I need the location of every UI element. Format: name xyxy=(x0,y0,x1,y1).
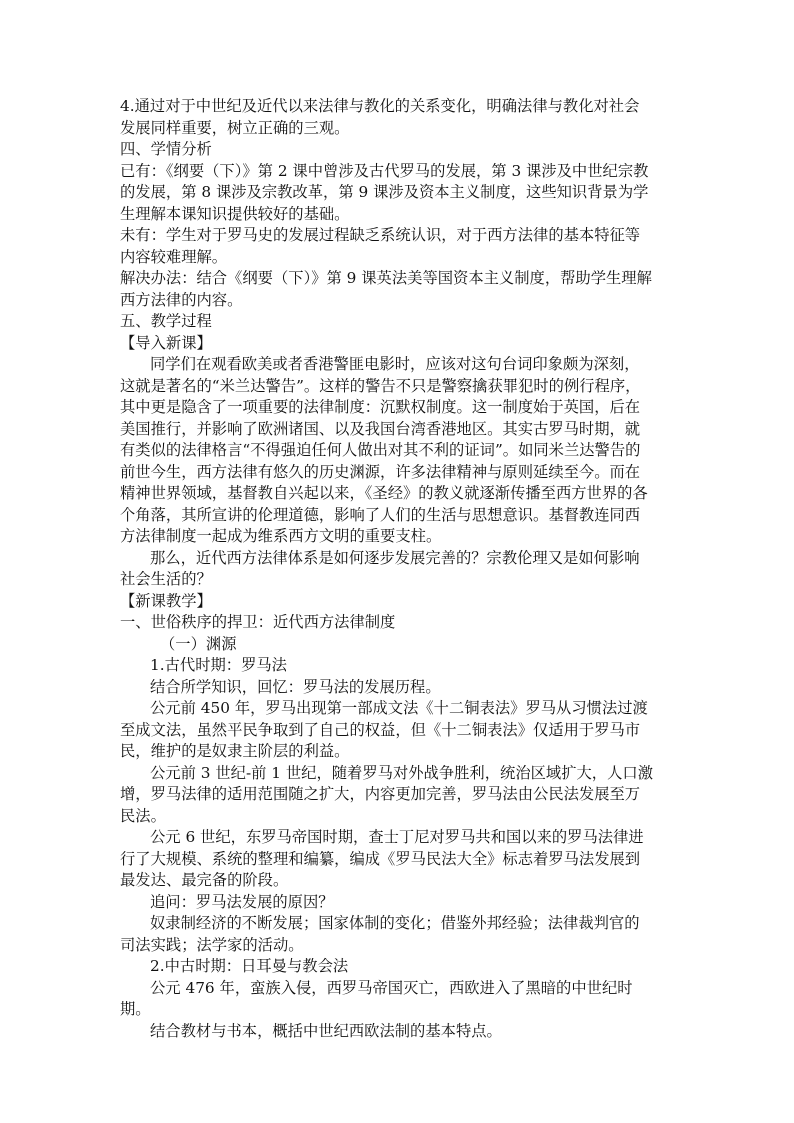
text-line: 已有：《纲要（下）》第 2 课中曾涉及古代罗马的发展，第 3 课涉及中世纪宗教 xyxy=(120,161,649,180)
text-line: 有类似的法律格言“不得强迫任何人做出对其不利的证词”。如同米兰达警告的 xyxy=(120,441,641,459)
text-line: 1.古代时期：罗马法 xyxy=(150,656,287,674)
text-line: 个角落，其所宣讲的伦理道德，影响了人们的生活与思想意识。基督教连同西 xyxy=(120,505,641,524)
text-line: 公元 6 世纪，东罗马帝国时期，查士丁尼对罗马共和国以来的罗马法律进 xyxy=(150,828,644,846)
text-line: 奴隶制经济的不断发展；国家体制的变化；借鉴外邦经验；法律裁判官的 xyxy=(150,914,640,932)
text-line: 那么，近代西方法律体系是如何逐步发展完善的？宗教伦理又是如何影响 xyxy=(150,548,640,567)
text-line: 解决办法：结合《纲要（下）》第 9 课英法美等国资本主义制度，帮助学生理解 xyxy=(120,269,652,287)
text-line: 至成文法，虽然平民争取到了自己的权益，但《十二铜表法》仅适用于罗马市 xyxy=(120,720,641,739)
text-line: 2.中古时期：日耳曼与教会法 xyxy=(150,957,349,975)
text-line: 追问：罗马法发展的原因？ xyxy=(150,892,334,911)
text-line: 发展同样重要，树立正确的三观。 xyxy=(120,118,350,137)
text-line: 的发展，第 8 课涉及宗教改革，第 9 课涉及资本主义制度，这些知识背景为学 xyxy=(120,183,649,201)
text-line: （一）渊源 xyxy=(160,634,237,653)
text-line: 内容较难理解。 xyxy=(120,247,228,266)
text-line: 美国推行，并影响了欧洲诸国、以及我国台湾香港地区。其实古罗马时期，就 xyxy=(120,419,641,438)
text-line: 【新课教学】 xyxy=(120,591,212,610)
text-line: 民，维护的是奴隶主阶层的利益。 xyxy=(120,742,350,760)
text-line: 未有：学生对于罗马史的发展过程缺乏系统认识，对于西方法律的基本特征等 xyxy=(120,226,641,244)
text-line: 民法。 xyxy=(120,806,166,825)
text-line: 生理解本课知识提供较好的基础。 xyxy=(120,204,350,223)
text-line: 公元前 450 年，罗马出现第一部成文法《十二铜表法》罗马从习惯法过渡 xyxy=(150,699,648,717)
text-line: 公元 476 年，蛮族入侵，西罗马帝国灭亡，西欧进入了黑暗的中世纪时 xyxy=(150,978,633,997)
text-line: 司法实践；法学家的活动。 xyxy=(120,935,304,954)
text-line: 社会生活的？ xyxy=(120,570,212,588)
text-line: 四、学情分析 xyxy=(120,140,212,158)
text-line: 结合所学知识，回忆：罗马法的发展历程。 xyxy=(150,677,441,696)
document-body xyxy=(120,96,680,1042)
text-line: 方法律制度一起成为维系西方文明的重要支柱。 xyxy=(120,527,442,545)
text-line: 西方法律的内容。 xyxy=(120,290,243,309)
text-line: 前世今生，西方法律有悠久的历史渊源，许多法律精神与原则延续至今。而在 xyxy=(120,462,641,481)
text-line: 五、教学过程 xyxy=(120,312,212,330)
text-line: 行了大规模、系统的整理和编纂，编成《罗马民法大全》标志着罗马法发展到 xyxy=(120,849,641,868)
text-line: 同学们在观看欧美或者香港警匪电影时，应该对这句台词印象颇为深刻， xyxy=(150,355,640,373)
text-line: 增，罗马法律的适用范围随之扩大，内容更加完善，罗马法由公民法发展至万 xyxy=(120,785,641,803)
text-line: 精神世界领域，基督教自兴起以来，《圣经》的教义就逐渐传播至西方世界的各 xyxy=(120,484,648,502)
text-line: 结合教材与书本，概括中世纪西欧法制的基本特点。 xyxy=(150,1021,502,1040)
text-line: 4.通过对于中世纪及近代以来法律与教化的关系变化，明确法律与教化对社会 xyxy=(120,97,640,115)
text-line: 最发达、最完备的阶段。 xyxy=(120,871,289,889)
text-line: 期。 xyxy=(120,1000,151,1018)
text-line: 这就是著名的“米兰达警告”。这样的警告不只是警察擒获罪犯时的例行程序， xyxy=(120,376,641,395)
text-line: 【导入新课】 xyxy=(120,333,212,352)
text-line: 一、世俗秩序的捍卫：近代西方法律制度 xyxy=(120,613,396,631)
text-line: 其中更是隐含了一项重要的法律制度：沉默权制度。这一制度始于英国，后在 xyxy=(120,398,641,416)
text-line: 公元前 3 世纪-前 1 世纪，随着罗马对外战争胜利，统治区域扩大，人口激 xyxy=(150,763,653,782)
